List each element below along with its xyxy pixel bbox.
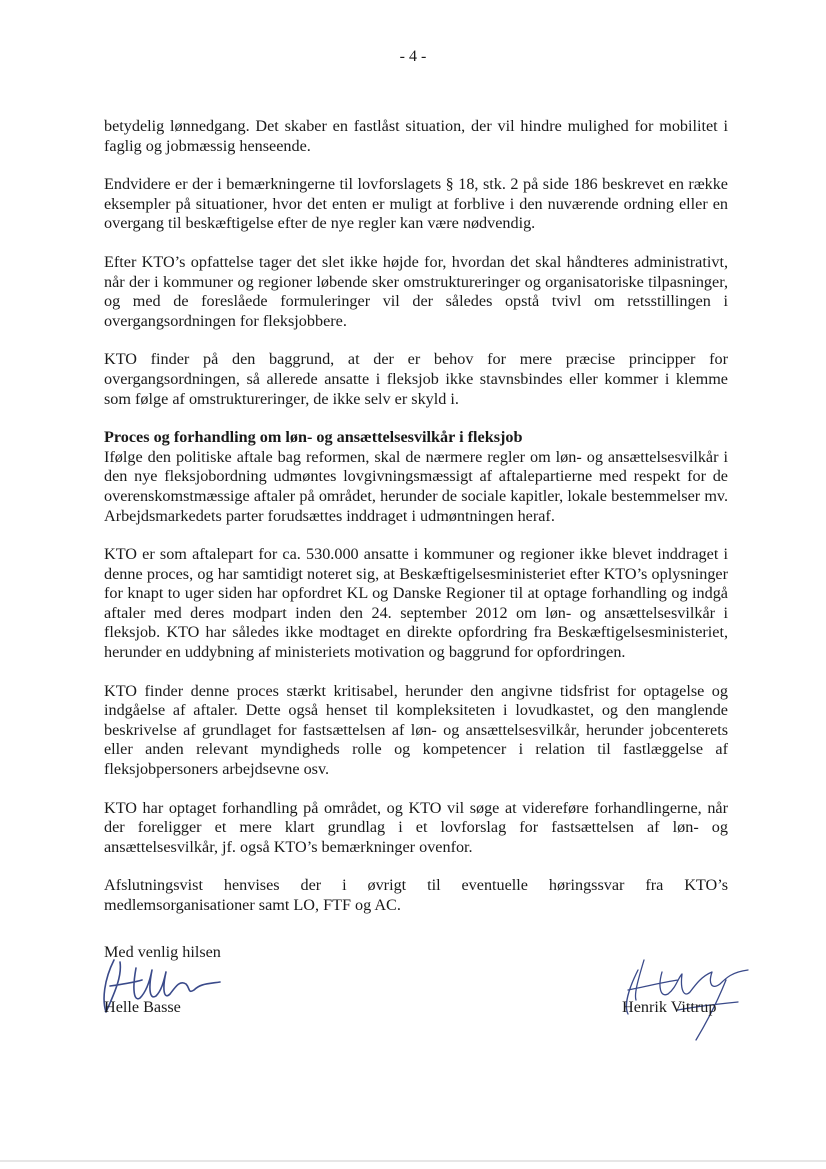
paragraph: Endvidere er der i bemærkningerne til lovforslagets § 18, stk. 2 på side 186 beskrevet en række eksempler på situationer, hvor det enten er muligt at forblive i den nuværende ordning eller en overgang til beskæftigelse efter de nye regler kan være nødvendig. [104, 175, 728, 233]
closing-salutation: Med venlig hilsen [104, 943, 221, 961]
paragraph: KTO finder på den baggrund, at der er behov for mere præcise principper for overgangsordningen, så allerede ansatte i fleksjob ikke stavnsbindes eller kommer i klemme som følge af omstruktureringer, de ikke selv er skyld i. [104, 350, 728, 408]
paragraph: Ifølge den politiske aftale bag reformen, skal de nærmere regler om løn- og ansættelsesvilkår i den nye fleksjobordning udmøntes lovgivningsmæssigt af aftalepartierne med respekt for de overenskomstmæssige aftaler på området, herunder de sociale kapitler, lokale bestemmelser mv. Arbejdsmarkedets parter forudsættes inddraget i udmøntningen heraf. [104, 447, 728, 525]
page-number: - 4 - [399, 48, 427, 65]
letter-body [104, 117, 728, 935]
scan-edge-line [0, 1160, 826, 1162]
paragraph: KTO har optaget forhandling på området, og KTO vil søge at videreføre forhandlingerne, når der foreligger et mere klart grundlag i et lovforslag for fastsættelsen af løn- og ansættelsesvilkår, jf. også KTO’s bemærkninger ovenfor. [104, 798, 728, 856]
paragraph: Efter KTO’s opfattelse tager det slet ikke højde for, hvordan det skal håndteres administrativt, når der i kommuner og regioner løbende sker omstruktureringer og organisatoriske tilpasninger, og med de foreslåede formuleringer vil der således opstå tvivl om retsstillingen i overgangsordningen for fleksjobbere. [104, 252, 728, 330]
paragraph: Afslutningsvist henvises der i øvrigt til eventuelle høringssvar fra KTO’s medlemsorganisationer samt LO, FTF og AC. [104, 876, 728, 914]
section-heading: Proces og forhandling om løn- og ansættelsesvilkår i fleksjob [104, 428, 523, 447]
paragraph: KTO finder denne proces stærkt kritisabel, herunder den angivne tidsfrist for optagelse og indgåelse af aftaler. Dette også henset til kompleksiteten i lovudkastet, og den manglende beskrivelse af grundlaget for fastsættelsen af løn- og ansættelsesvilkår, herunder jobcenterets eller anden relevant myndigheds rolle og kompetencer i relation til fastlæggelse af fleksjobpersoners arbejdsevne osv. [104, 681, 728, 779]
signatory-name-right: Henrik Vittrup [622, 998, 717, 1016]
paragraph: KTO er som aftalepart for ca. 530.000 ansatte i kommuner og regioner ikke blevet inddraget i denne proces, og har samtidigt noteret sig, at Beskæftigelsesministeriet efter KTO’s oplysninger for knapt to uger siden har opfordret KL og Danske Regioner til at optage forhandling og indgå aftaler med deres modpart inden den 24. september 2012 om løn- og ansættelsesvilkår i fleksjob. KTO har således ikke modtaget en direkte opfordring fra Beskæftigelsesministeriet, herunder en uddybning af ministeriets motivation og baggrund for opfordringen. [104, 545, 728, 662]
paragraph: betydelig lønnedgang. Det skaber en fastlåst situation, der vil hindre mulighed for mobilitet i faglig og jobmæssig henseende. [104, 117, 728, 155]
signatory-name-left: Helle Basse [104, 998, 181, 1016]
